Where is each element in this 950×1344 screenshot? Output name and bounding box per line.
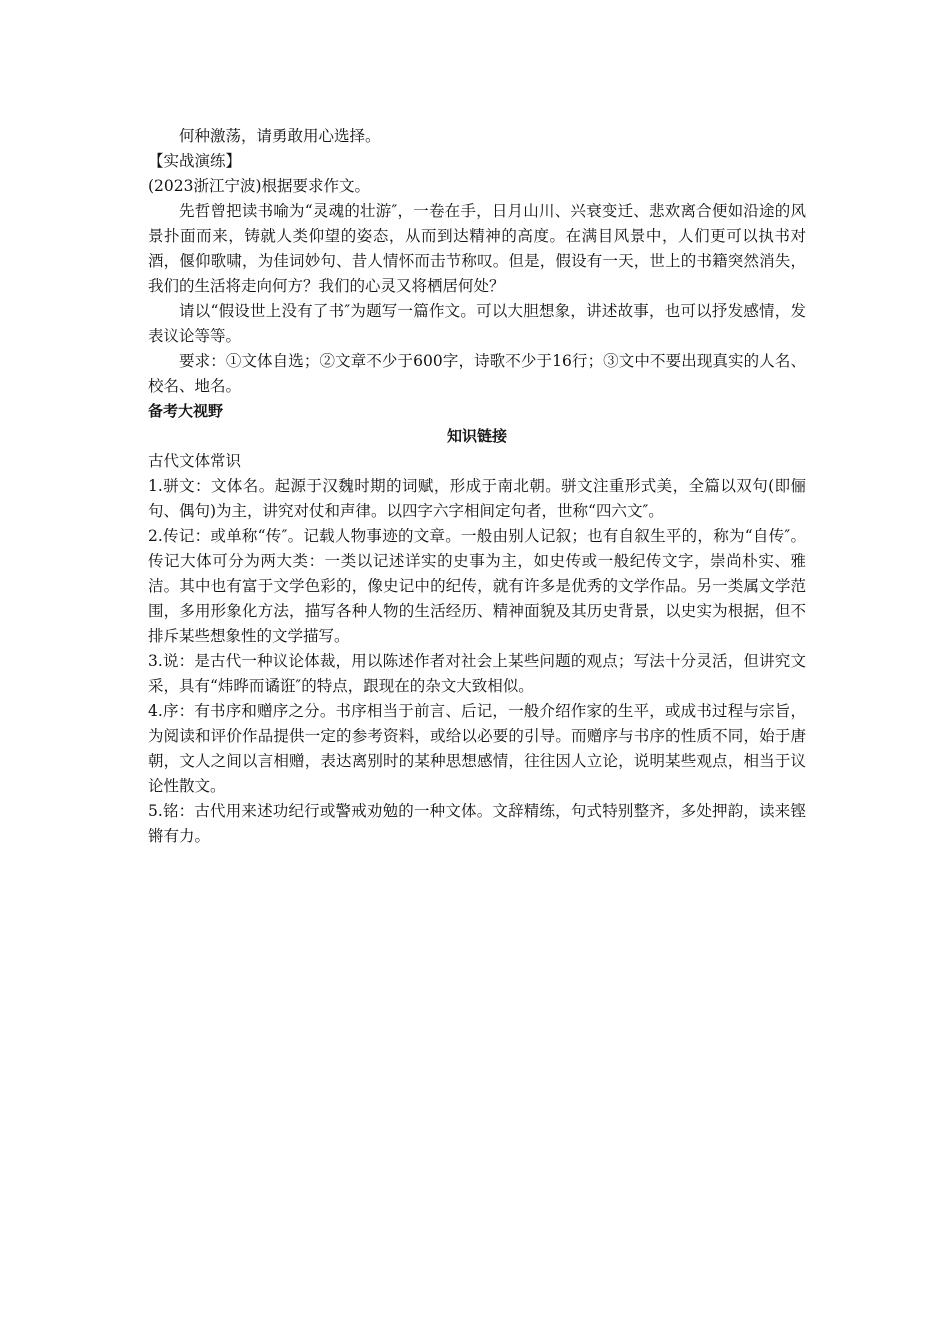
- section-subheading: 知识链接: [446, 427, 507, 445]
- intro-fragment: 何种激荡，请勇敢用心选择。: [179, 127, 381, 145]
- knowledge-item: 5.铭：古代用来述功纪行或警戒劝勉的一种文体。文辞精练，句式特别整齐，多处押韵，读来铿锵有力。: [148, 802, 806, 845]
- knowledge-item: 1.骈文：文体名。起源于汉魏时期的词赋，形成于南北朝。骈文注重形式美，全篇以双句(即俪句、偶句)为主，讲究对仗和声律。以四字六字相间定句者，世称“四六文″。: [148, 477, 806, 520]
- practice-source: (2023浙江宁波)根据要求作文。: [148, 177, 371, 195]
- prompt-paragraph: 先哲曾把读书喻为“灵魂的壮游″，一卷在手，日月山川、兴衰变迁、悲欢离合便如沿途的风景扑面而来，铸就人类仰望的姿态，从而到达精神的高度。在满目风景中，人们更可以执书对酒，偃仰歌啸，为佳词妙句、昔人情怀而击节称叹。但是，假设有一天，世上的书籍突然消失，我们的生活将走向何方？我们的心灵又将栖居何处？: [148, 202, 806, 295]
- knowledge-item: 3.说：是古代一种议论体裁，用以陈述作者对社会上某些问题的观点；写法十分灵活，但讲究文采，具有“炜晔而谲诳″的特点，跟现在的杂文大致相似。: [148, 652, 806, 695]
- practice-heading: 【实战演练】: [148, 152, 242, 170]
- prompt-paragraph: 要求：①文体自选；②文章不少于600字，诗歌不少于16行；③文中不要出现真实的人名、校名、地名。: [148, 352, 806, 395]
- prompt-paragraph: 请以“假设世上没有了书″为题写一篇作文。可以大胆想象，讲述故事，也可以抒发感情，发表议论等等。: [148, 302, 806, 345]
- section-heading: 备考大视野: [148, 402, 224, 420]
- knowledge-item: 2.传记：或单称“传″。记载人物事迹的文章。一般由别人记叙；也有自叙生平的，称为“自传″。传记大体可分为两大类：一类以记述详实的史事为主，如史传或一般纪传文字，崇尚朴实、雅洁。其中也有富于文学色彩的，像史记中的纪传，就有许多是优秀的文学作品。另一类属文学范围，多用形象化方法，描写各种人物的生活经历、精神面貌及其历史背景，以史实为根据，但不排斥某些想象性的文学描写。: [148, 527, 806, 645]
- topic-title: 古代文体常识: [148, 452, 242, 470]
- document-page: [148, 124, 806, 849]
- knowledge-item: 4.序：有书序和赠序之分。书序相当于前言、后记，一般介绍作家的生平，或成书过程与宗旨，为阅读和评价作品提供一定的参考资料，或给以必要的引导。而赠序与书序的性质不同，始于唐朝，文人之间以言相赠，表达离别时的某种思想感情，往往因人立论，说明某些观点，相当于议论性散文。: [148, 702, 806, 795]
